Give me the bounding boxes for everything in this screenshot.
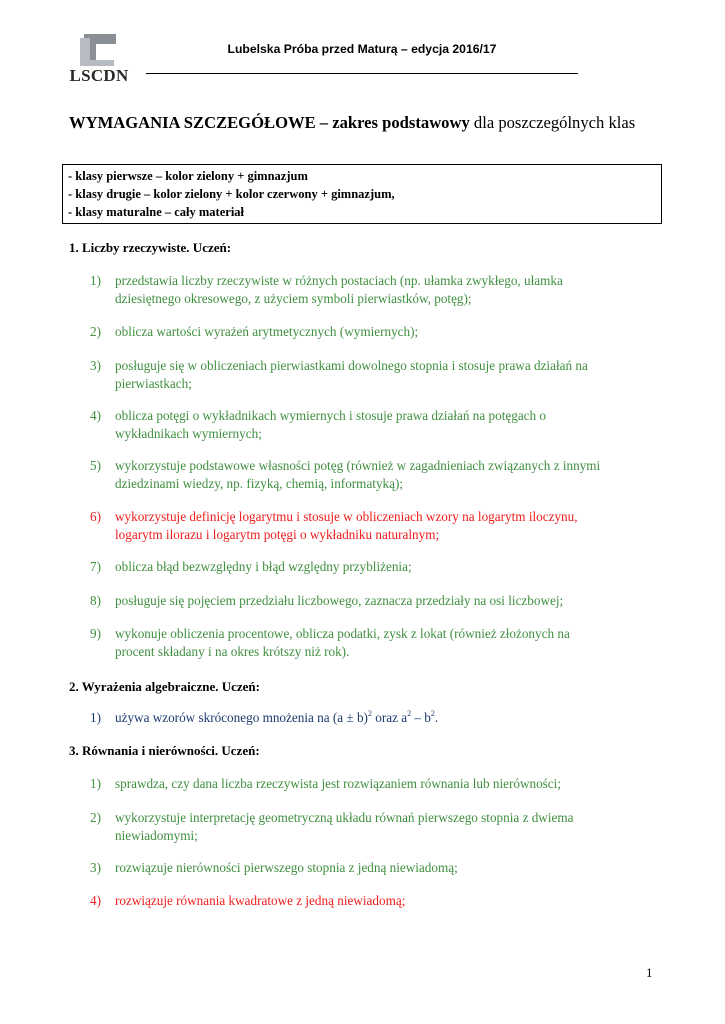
item-text-part: – b: [411, 710, 431, 725]
item-line: oblicza wartości wyrażeń arytmetycznych (wymiernych);: [115, 324, 419, 339]
item-number: 1): [90, 710, 101, 725]
section-heading: 3. Równania i nierówności. Uczeń:: [69, 743, 260, 758]
legend-line: - klasy maturalne – cały materiał: [68, 205, 245, 219]
item-number: 4): [90, 408, 101, 423]
item-text: [115, 357, 651, 392]
item-number: 2): [90, 324, 101, 339]
item-line: posługuje się w obliczeniach pierwiastkami dowolnego stopnia i stosuje prawa działań na: [115, 358, 588, 373]
legend-line: - klasy pierwsze – kolor zielony + gimnazjum: [68, 169, 308, 183]
item-text: [115, 592, 651, 610]
item-line: rozwiązuje równania kwadratowe z jedną niewiadomą;: [115, 893, 406, 908]
item-line: pierwiastkach;: [115, 375, 192, 391]
item-line: procent składany i na okres krótszy niż rok).: [115, 643, 350, 659]
item-number: 6): [90, 509, 101, 524]
item-text: [115, 272, 651, 307]
item-line: oblicza błąd bezwzględny i błąd względny przybliżenia;: [115, 559, 412, 574]
item-text: [115, 709, 651, 727]
page-title-rest: dla poszczególnych klas: [469, 113, 636, 132]
item-text: [115, 775, 651, 793]
item-text-part: .: [434, 710, 439, 725]
item-number: 3): [90, 860, 101, 875]
item-line: niewiadomymi;: [115, 827, 198, 843]
item-text: [115, 892, 651, 910]
section-heading: 1. Liczby rzeczywiste. Uczeń:: [69, 240, 232, 255]
item-number: 3): [90, 358, 101, 373]
superscript: 2: [367, 709, 372, 718]
item-text: [115, 508, 651, 543]
page-title: [69, 113, 669, 133]
item-line: oblicza potęgi o wykładnikach wymiernych i stosuje prawa działań na potęgach o: [115, 408, 547, 423]
item-text-part: oraz a: [371, 710, 408, 725]
superscript: 2: [430, 709, 435, 718]
item-number: 1): [90, 273, 101, 288]
item-text: [115, 859, 651, 877]
item-number: 1): [90, 776, 101, 791]
page-number: 1: [646, 965, 653, 980]
item-line: wykorzystuje interpretację geometryczną układu równań pierwszego stopnia z dwiema: [115, 810, 574, 825]
item-line: dziedzinami wiedzy, np. fizyką, chemią, informatyką);: [115, 475, 404, 491]
item-number: 7): [90, 559, 101, 574]
item-line: wykonuje obliczenia procentowe, oblicza podatki, zysk z lokat (również złożonych na: [115, 626, 570, 641]
legend-line: - klasy drugie – kolor zielony + kolor czerwony + gimnazjum,: [68, 187, 395, 201]
item-number: 8): [90, 593, 101, 608]
section-heading: 2. Wyrażenia algebraiczne. Uczeń:: [69, 679, 260, 694]
item-number: 2): [90, 810, 101, 825]
item-text: [115, 407, 651, 442]
page-title-bold: WYMAGANIA SZCZEGÓŁOWE – zakres podstawowy: [69, 113, 470, 132]
superscript: 2: [407, 709, 412, 718]
item-line: rozwiązuje nierówności pierwszego stopnia z jedną niewiadomą;: [115, 860, 458, 875]
item-line: wykładnikach wymiernych;: [115, 425, 262, 441]
item-line: sprawdza, czy dana liczba rzeczywista jest rozwiązaniem równania lub nierówności;: [115, 776, 561, 791]
item-number: 9): [90, 626, 101, 641]
item-number: 5): [90, 458, 101, 473]
header-divider: [146, 73, 578, 74]
item-text: [115, 625, 651, 660]
logo-text: LSCDN: [69, 66, 129, 85]
item-text-part: używa wzorów skróconego mnożenia na (a ± b): [115, 710, 368, 725]
item-text: [115, 558, 651, 576]
item-line: dziesiętnego okresowego, z użyciem symboli pierwiastków, potęg);: [115, 290, 472, 306]
header-title: Lubelska Próba przed Maturą – edycja 2016/17: [227, 42, 497, 56]
item-number: 4): [90, 893, 101, 908]
item-line: posługuje się pojęciem przedziału liczbowego, zaznacza przedziały na osi liczbowej;: [115, 593, 564, 608]
item-line: wykorzystuje podstawowe własności potęg (również w zagadnieniach związanych z innymi: [115, 458, 601, 473]
item-line: logarytm ilorazu i logarytm potęgi o wykładniku naturalnym;: [115, 526, 440, 542]
item-text: [115, 809, 651, 844]
item-line: przedstawia liczby rzeczywiste w różnych postaciach (np. ułamka zwykłego, ułamka: [115, 273, 563, 288]
legend-box: [62, 164, 662, 224]
item-text: [115, 323, 651, 341]
item-line: wykorzystuje definicję logarytmu i stosuje w obliczeniach wzory na logarytm iloczynu,: [115, 509, 578, 524]
item-text: [115, 457, 651, 492]
